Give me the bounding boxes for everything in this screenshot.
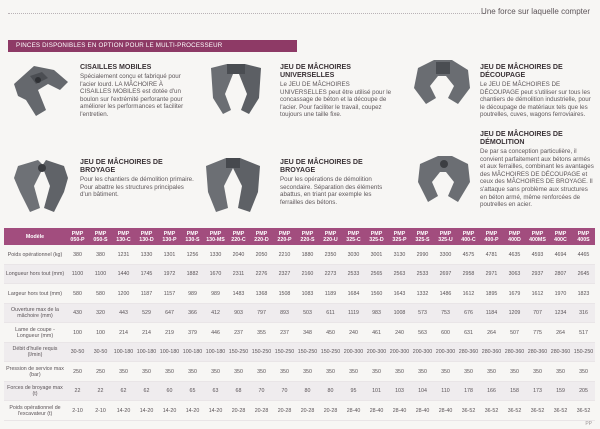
table-cell: 28-40 bbox=[388, 401, 411, 421]
table-cell: 166 bbox=[480, 382, 503, 401]
table-cell: 36-52 bbox=[549, 401, 572, 421]
table-cell: 280-360 bbox=[549, 343, 572, 362]
table-cell: 380 bbox=[89, 245, 112, 265]
column-header: PMP 050-S bbox=[89, 228, 112, 245]
row-label: Débit d'huile requis (l/min) bbox=[4, 343, 66, 362]
table-cell: 80 bbox=[319, 382, 342, 401]
mobile-shear-attachment-icon bbox=[8, 60, 74, 120]
table-cell: 14-20 bbox=[181, 401, 204, 421]
table-cell: 100-180 bbox=[158, 343, 181, 362]
table-cell: 379 bbox=[181, 323, 204, 343]
universal-jaw-attachment-icon bbox=[205, 60, 267, 118]
table-cell: 580 bbox=[66, 284, 89, 304]
row-label: Lame de coupe - Longueur (mm) bbox=[4, 323, 66, 343]
table-cell: 350 bbox=[135, 362, 158, 382]
table-cell: 1745 bbox=[135, 265, 158, 284]
table-cell: 159 bbox=[549, 382, 572, 401]
product-secondary-crushing-jaw bbox=[280, 158, 392, 206]
cutting-jaw-attachment-icon bbox=[410, 58, 476, 114]
table-cell: 100 bbox=[66, 323, 89, 343]
table-cell: 4635 bbox=[503, 245, 526, 265]
table-cell: 150-250 bbox=[296, 343, 319, 362]
table-cell: 2311 bbox=[227, 265, 250, 284]
table-cell: 1612 bbox=[457, 284, 480, 304]
table-cell: 62 bbox=[135, 382, 158, 401]
table-cell: 753 bbox=[434, 304, 457, 323]
table-row bbox=[4, 382, 595, 401]
table-row bbox=[4, 245, 595, 265]
table-row bbox=[4, 343, 595, 362]
table-cell: 150-250 bbox=[572, 343, 595, 362]
table-cell: 350 bbox=[480, 362, 503, 382]
table-cell: 214 bbox=[112, 323, 135, 343]
table-cell: 350 bbox=[204, 362, 227, 382]
column-header: PMP 400-C bbox=[457, 228, 480, 245]
table-cell: 348 bbox=[296, 323, 319, 343]
table-cell: 14-20 bbox=[135, 401, 158, 421]
column-header: PMP 130-MS bbox=[204, 228, 227, 245]
table-cell: 1200 bbox=[112, 284, 135, 304]
table-cell: 3130 bbox=[388, 245, 411, 265]
table-cell: 2937 bbox=[526, 265, 549, 284]
row-label: Ouverture max de la mâchoire (mm) bbox=[4, 304, 66, 323]
table-cell: 200-300 bbox=[388, 343, 411, 362]
table-cell: 100 bbox=[89, 323, 112, 343]
product-title: JEU DE MÂCHOIRES DE DÉMOLITION bbox=[480, 130, 563, 146]
table-cell: 611 bbox=[319, 304, 342, 323]
table-cell: 178 bbox=[457, 382, 480, 401]
row-label: Pression de service max (bar) bbox=[4, 362, 66, 382]
table-cell: 2697 bbox=[434, 265, 457, 284]
table-cell: 1679 bbox=[503, 284, 526, 304]
table-cell: 2533 bbox=[411, 265, 434, 284]
column-header: PMP 400D bbox=[503, 228, 526, 245]
table-cell: 36-52 bbox=[572, 401, 595, 421]
table-cell: 2273 bbox=[319, 265, 342, 284]
product-description: Pour les chantiers de démolition primaire. Pour abattre les structures principales d'un bâtiment. bbox=[80, 176, 194, 199]
table-cell: 2971 bbox=[480, 265, 503, 284]
table-cell: 600 bbox=[434, 323, 457, 343]
table-cell: 264 bbox=[480, 323, 503, 343]
table-cell: 20-28 bbox=[250, 401, 273, 421]
table-cell: 28-40 bbox=[342, 401, 365, 421]
table-cell: 1612 bbox=[526, 284, 549, 304]
table-cell: 150-250 bbox=[319, 343, 342, 362]
table-cell: 350 bbox=[319, 362, 342, 382]
table-cell: 3030 bbox=[342, 245, 365, 265]
table-cell: 2563 bbox=[388, 265, 411, 284]
table-cell: 200-300 bbox=[365, 343, 388, 362]
table-cell: 1972 bbox=[158, 265, 181, 284]
table-cell: 320 bbox=[89, 304, 112, 323]
table-body bbox=[4, 245, 595, 421]
table-cell: 412 bbox=[204, 304, 227, 323]
table-cell: 100-180 bbox=[135, 343, 158, 362]
table-cell: 2645 bbox=[572, 265, 595, 284]
column-header: PMP 220-U bbox=[319, 228, 342, 245]
table-cell: 1330 bbox=[204, 245, 227, 265]
product-title: JEU DE MÂCHOIRES DE BROYAGE bbox=[80, 158, 163, 174]
column-header: PMP 325-C bbox=[342, 228, 365, 245]
table-cell: 563 bbox=[411, 323, 434, 343]
table-cell: 1483 bbox=[227, 284, 250, 304]
table-row bbox=[4, 265, 595, 284]
row-label: Forces de broyage max (t) bbox=[4, 382, 66, 401]
demolition-jaw-attachment-icon bbox=[412, 152, 476, 214]
table-cell: 264 bbox=[549, 323, 572, 343]
table-cell: 1882 bbox=[181, 265, 204, 284]
table-cell: 280-360 bbox=[480, 343, 503, 362]
column-header: PMP 400S bbox=[572, 228, 595, 245]
table-cell: 3300 bbox=[434, 245, 457, 265]
table-cell: 1100 bbox=[89, 265, 112, 284]
table-cell: 3001 bbox=[365, 245, 388, 265]
table-cell: 1880 bbox=[296, 245, 319, 265]
product-crushing-jaw bbox=[80, 158, 196, 199]
table-cell: 676 bbox=[457, 304, 480, 323]
table-cell: 2210 bbox=[273, 245, 296, 265]
table-cell: 797 bbox=[250, 304, 273, 323]
table-cell: 240 bbox=[342, 323, 365, 343]
table-cell: 1560 bbox=[365, 284, 388, 304]
product-description: Pour les opérations de démolition secondaire. Séparation des éléments abattus, en triant par exemple les ferrailles des bétons. bbox=[280, 176, 383, 206]
table-cell: 443 bbox=[112, 304, 135, 323]
table-cell: 20-28 bbox=[273, 401, 296, 421]
table-cell: 989 bbox=[204, 284, 227, 304]
row-label: Longueur hors tout (mm) bbox=[4, 265, 66, 284]
table-cell: 22 bbox=[89, 382, 112, 401]
product-title: JEU DE MÂCHOIRES UNIVERSELLES bbox=[280, 63, 351, 79]
column-header: PMP 220-D bbox=[250, 228, 273, 245]
product-description: Le JEU DE MÂCHOIRES DE DÉCOUPAGE peut s'utiliser sur tous les chantiers de démolition industrielle, pour le découpage de matériaux tels que les poutrelles, cuves, wagons ferroviaires. bbox=[480, 81, 591, 119]
product-title: CISAILLES MOBILES bbox=[80, 63, 152, 71]
table-cell: 4781 bbox=[480, 245, 503, 265]
table-cell: 380 bbox=[66, 245, 89, 265]
table-cell: 237 bbox=[273, 323, 296, 343]
table-cell: 2-10 bbox=[89, 401, 112, 421]
table-cell: 2-10 bbox=[66, 401, 89, 421]
table-cell: 1508 bbox=[273, 284, 296, 304]
table-cell: 4465 bbox=[572, 245, 595, 265]
table-cell: 2160 bbox=[296, 265, 319, 284]
table-cell: 1670 bbox=[204, 265, 227, 284]
table-cell: 173 bbox=[526, 382, 549, 401]
table-cell: 903 bbox=[227, 304, 250, 323]
table-cell: 3063 bbox=[503, 265, 526, 284]
table-cell: 104 bbox=[411, 382, 434, 401]
table-header-row bbox=[4, 228, 595, 245]
header-rule bbox=[8, 13, 486, 14]
table-cell: 36-52 bbox=[480, 401, 503, 421]
column-header: PMP 400-P bbox=[480, 228, 503, 245]
column-header: PMP 325-U bbox=[434, 228, 457, 245]
table-cell: 250 bbox=[89, 362, 112, 382]
secondary-crushing-jaw-attachment-icon bbox=[198, 152, 268, 218]
table-cell: 350 bbox=[112, 362, 135, 382]
product-title: JEU DE MÂCHOIRES DE BROYAGE bbox=[280, 158, 363, 174]
table-cell: 4694 bbox=[549, 245, 572, 265]
table-cell: 36-52 bbox=[503, 401, 526, 421]
table-cell: 4593 bbox=[526, 245, 549, 265]
table-cell: 350 bbox=[549, 362, 572, 382]
table-cell: 2040 bbox=[227, 245, 250, 265]
table-cell: 350 bbox=[250, 362, 273, 382]
column-header: PMP 050-P bbox=[66, 228, 89, 245]
table-cell: 36-52 bbox=[526, 401, 549, 421]
table-cell: 100-180 bbox=[112, 343, 135, 362]
table-cell: 101 bbox=[365, 382, 388, 401]
table-cell: 517 bbox=[572, 323, 595, 343]
table-cell: 316 bbox=[572, 304, 595, 323]
table-cell: 28-40 bbox=[365, 401, 388, 421]
table-cell: 20-28 bbox=[227, 401, 250, 421]
column-header-model: Modèle bbox=[4, 228, 66, 245]
table-cell: 100-180 bbox=[204, 343, 227, 362]
table-cell: 237 bbox=[227, 323, 250, 343]
table-cell: 4575 bbox=[457, 245, 480, 265]
table-cell: 14-20 bbox=[158, 401, 181, 421]
table-cell: 110 bbox=[434, 382, 457, 401]
table-cell: 1970 bbox=[549, 284, 572, 304]
table-cell: 1187 bbox=[135, 284, 158, 304]
table-cell: 2990 bbox=[411, 245, 434, 265]
table-cell: 1184 bbox=[480, 304, 503, 323]
column-header: PMP 220-P bbox=[273, 228, 296, 245]
column-header: PMP 220-C bbox=[227, 228, 250, 245]
column-header: PMP 220-S bbox=[296, 228, 319, 245]
table-cell: 1332 bbox=[411, 284, 434, 304]
table-cell: 893 bbox=[273, 304, 296, 323]
table-cell: 350 bbox=[342, 362, 365, 382]
table-cell: 30-50 bbox=[89, 343, 112, 362]
table-cell: 350 bbox=[296, 362, 319, 382]
table-cell: 350 bbox=[434, 362, 457, 382]
table-cell: 1231 bbox=[112, 245, 135, 265]
table-cell: 355 bbox=[250, 323, 273, 343]
table-cell: 68 bbox=[227, 382, 250, 401]
table-cell: 1643 bbox=[388, 284, 411, 304]
table-cell: 150-250 bbox=[273, 343, 296, 362]
table-cell: 446 bbox=[204, 323, 227, 343]
table-cell: 1301 bbox=[158, 245, 181, 265]
product-description: Spécialement conçu et fabriqué pour l'acier lourd. LA MÂCHOIRE À CISAILLES MOBILES est dotée d'un boulon sur l'extrémité perforante pour améliorer les performances et faciliter l'entretien. bbox=[80, 73, 184, 118]
column-header: PMP 325-S bbox=[411, 228, 434, 245]
table-cell: 580 bbox=[89, 284, 112, 304]
table-cell: 30-50 bbox=[66, 343, 89, 362]
table-cell: 80 bbox=[296, 382, 319, 401]
table-cell: 350 bbox=[572, 362, 595, 382]
column-header: PMP 130-S bbox=[181, 228, 204, 245]
table-cell: 22 bbox=[66, 382, 89, 401]
table-cell: 350 bbox=[388, 362, 411, 382]
table-cell: 631 bbox=[457, 323, 480, 343]
crushing-jaw-attachment-icon bbox=[8, 156, 74, 218]
table-cell: 280-360 bbox=[526, 343, 549, 362]
table-cell: 350 bbox=[457, 362, 480, 382]
table-cell: 70 bbox=[250, 382, 273, 401]
row-label: Poids opérationnel (kg) bbox=[4, 245, 66, 265]
table-cell: 573 bbox=[411, 304, 434, 323]
table-cell: 1234 bbox=[549, 304, 572, 323]
specification-table bbox=[4, 228, 595, 421]
table-cell: 70 bbox=[273, 382, 296, 401]
table-cell: 214 bbox=[135, 323, 158, 343]
table-cell: 507 bbox=[503, 323, 526, 343]
table-cell: 366 bbox=[181, 304, 204, 323]
table-cell: 100-180 bbox=[181, 343, 204, 362]
product-mobile-shear bbox=[80, 63, 196, 119]
table-cell: 989 bbox=[181, 284, 204, 304]
table-cell: 450 bbox=[319, 323, 342, 343]
table-cell: 1189 bbox=[319, 284, 342, 304]
column-header: PMP 325-D bbox=[365, 228, 388, 245]
table-cell: 1895 bbox=[480, 284, 503, 304]
table-cell: 250 bbox=[66, 362, 89, 382]
table-cell: 62 bbox=[112, 382, 135, 401]
table-row bbox=[4, 323, 595, 343]
table-cell: 1209 bbox=[503, 304, 526, 323]
table-cell: 2327 bbox=[273, 265, 296, 284]
table-cell: 529 bbox=[135, 304, 158, 323]
table-cell: 2958 bbox=[457, 265, 480, 284]
table-cell: 1368 bbox=[250, 284, 273, 304]
row-label: Largeur hors tout (mm) bbox=[4, 284, 66, 304]
table-cell: 2050 bbox=[250, 245, 273, 265]
table-cell: 28-40 bbox=[434, 401, 457, 421]
table-cell: 983 bbox=[365, 304, 388, 323]
product-description: De par sa conception particulière, il convient parfaitement aux bétons armés et aux ferrailles, combinant les avantages des MÂCHOIRES DE DÉCOUPAGE et ceux des MÂCHOIRES DE BROYAGE. Il s'attaque sans problème aux structures en béton armé, même renforcées de poutrelles en acier. bbox=[480, 148, 594, 209]
column-header: PMP 130-C bbox=[112, 228, 135, 245]
table-cell: 1330 bbox=[135, 245, 158, 265]
table-cell: 647 bbox=[158, 304, 181, 323]
table-cell: 350 bbox=[227, 362, 250, 382]
table-cell: 36-52 bbox=[457, 401, 480, 421]
table-cell: 219 bbox=[158, 323, 181, 343]
table-row bbox=[4, 362, 595, 382]
table-cell: 205 bbox=[572, 382, 595, 401]
product-universal-jaw bbox=[280, 63, 398, 119]
table-cell: 95 bbox=[342, 382, 365, 401]
table-cell: 350 bbox=[365, 362, 388, 382]
table-row bbox=[4, 304, 595, 323]
table-cell: 350 bbox=[526, 362, 549, 382]
table-cell: 1486 bbox=[434, 284, 457, 304]
table-cell: 1823 bbox=[572, 284, 595, 304]
table-cell: 430 bbox=[66, 304, 89, 323]
section-band: PINCES DISPONIBLES EN OPTION POUR LE MULTI-PROCESSEUR bbox=[8, 40, 297, 52]
row-label: Poids opérationnel de l'excavateur (t) bbox=[4, 401, 66, 421]
product-cutting-jaw bbox=[480, 63, 592, 119]
table-cell: 280-360 bbox=[457, 343, 480, 362]
table-cell: 1008 bbox=[388, 304, 411, 323]
table-cell: 1440 bbox=[112, 265, 135, 284]
page-number: PP bbox=[585, 421, 592, 427]
table-cell: 200-300 bbox=[411, 343, 434, 362]
page-tagline: Une force sur laquelle compter bbox=[481, 7, 590, 16]
column-header: PMP 325-P bbox=[388, 228, 411, 245]
table-cell: 2533 bbox=[342, 265, 365, 284]
table-cell: 63 bbox=[204, 382, 227, 401]
table-cell: 158 bbox=[503, 382, 526, 401]
product-title: JEU DE MÂCHOIRES DE DÉCOUPAGE bbox=[480, 63, 563, 79]
table-cell: 14-20 bbox=[112, 401, 135, 421]
table-cell: 350 bbox=[503, 362, 526, 382]
table-cell: 350 bbox=[181, 362, 204, 382]
table-cell: 503 bbox=[296, 304, 319, 323]
table-row bbox=[4, 284, 595, 304]
table-cell: 1256 bbox=[181, 245, 204, 265]
table-cell: 28-40 bbox=[411, 401, 434, 421]
table-cell: 2565 bbox=[365, 265, 388, 284]
table-cell: 350 bbox=[411, 362, 434, 382]
table-cell: 1684 bbox=[342, 284, 365, 304]
table-cell: 2350 bbox=[319, 245, 342, 265]
table-cell: 2276 bbox=[250, 265, 273, 284]
table-cell: 350 bbox=[273, 362, 296, 382]
table-cell: 280-360 bbox=[503, 343, 526, 362]
table-cell: 14-20 bbox=[204, 401, 227, 421]
table-cell: 707 bbox=[526, 304, 549, 323]
column-header: PMP 400MS bbox=[526, 228, 549, 245]
table-cell: 1157 bbox=[158, 284, 181, 304]
table-cell: 350 bbox=[158, 362, 181, 382]
column-header: PMP 130-P bbox=[158, 228, 181, 245]
table-row bbox=[4, 401, 595, 421]
table-cell: 461 bbox=[365, 323, 388, 343]
product-demolition-jaw bbox=[480, 130, 594, 209]
table-cell: 1100 bbox=[66, 265, 89, 284]
table-cell: 200-300 bbox=[342, 343, 365, 362]
table-cell: 20-28 bbox=[319, 401, 342, 421]
column-header: PMP 130-D bbox=[135, 228, 158, 245]
product-description: Le JEU DE MÂCHOIRES UNIVERSELLES peut être utilisé pour le concassage de béton et la découpe de l'acier. Pour faciliter le travail, coupez toujours une taille fixe. bbox=[280, 81, 392, 119]
table-cell: 1083 bbox=[296, 284, 319, 304]
table-cell: 1119 bbox=[342, 304, 365, 323]
table-cell: 65 bbox=[181, 382, 204, 401]
table-cell: 60 bbox=[158, 382, 181, 401]
table-cell: 20-28 bbox=[296, 401, 319, 421]
table-cell: 150-250 bbox=[250, 343, 273, 362]
table-cell: 200-300 bbox=[434, 343, 457, 362]
table-cell: 240 bbox=[388, 323, 411, 343]
column-header: PMP 400C bbox=[549, 228, 572, 245]
table-cell: 2807 bbox=[549, 265, 572, 284]
table-cell: 775 bbox=[526, 323, 549, 343]
table-cell: 150-250 bbox=[227, 343, 250, 362]
table-cell: 103 bbox=[388, 382, 411, 401]
